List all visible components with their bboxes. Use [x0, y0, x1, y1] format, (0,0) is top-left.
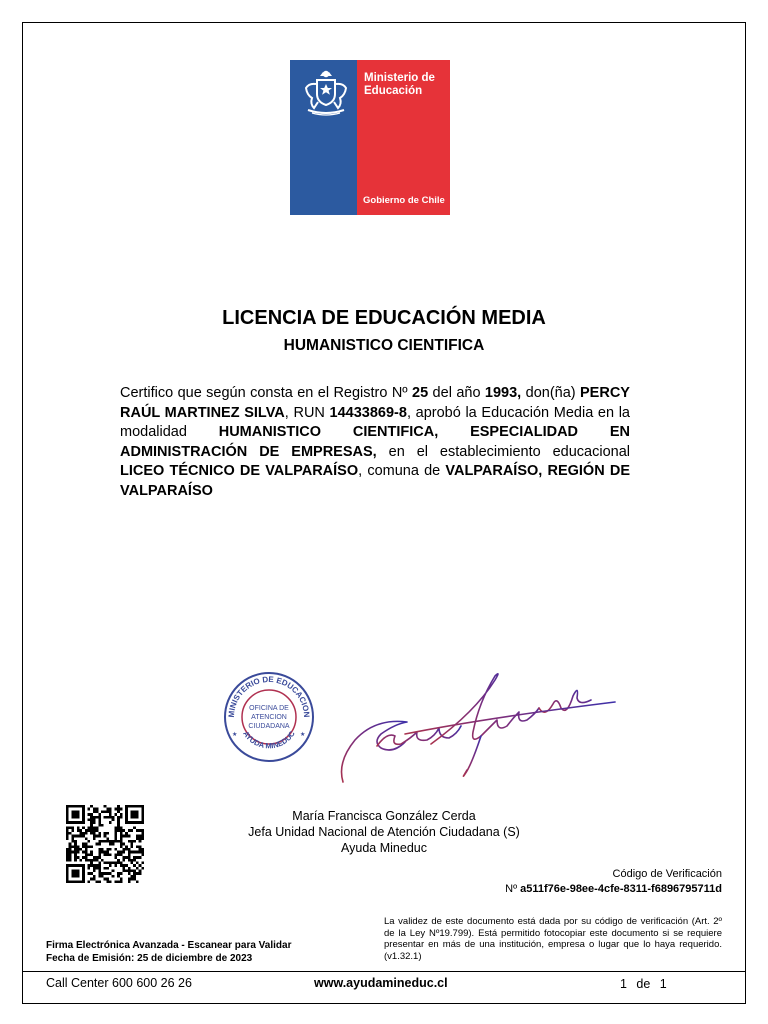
ministry-line-1: Ministerio de	[364, 72, 435, 84]
logo-blue-panel	[290, 60, 357, 215]
body-text-1: Certifico que según consta en el Registro Nº	[120, 385, 413, 401]
ministry-line-2: Educación	[364, 85, 423, 97]
student-run: 14433869-8	[329, 404, 407, 421]
seal-inner-line-2: ATENCION	[251, 714, 287, 721]
modality: HUMANISTICO CIENTIFICA, ESPECIALIDAD EN ADMINISTRACIÓN DE EMPRESAS,	[120, 424, 630, 460]
government-label: Gobierno de Chile	[363, 195, 445, 206]
validity-note: La validez de este documento está dada por su código de verificación (Art. 2º de la Ley Nº19.799). Está permitido fotocopiar este documento si se requiere presentar en más de una institución, empresa o lugar que lo haya requerido. (v1.32.1)	[384, 916, 722, 962]
seal-inner-line-3: CIUDADANA	[248, 723, 290, 730]
verification-code: a511f76e-98ee-4cfe-8311-f6896795711d	[520, 883, 722, 895]
registro-year: 1993,	[484, 385, 522, 401]
logo-red-panel	[357, 60, 450, 215]
call-center: Call Center 600 600 26 26	[46, 976, 192, 990]
page-number: 1 de 1	[620, 977, 667, 991]
signer-role: Jefa Unidad Nacional de Atención Ciudadana (S)	[248, 825, 520, 839]
signer-name: María Francisca González Cerda	[292, 809, 476, 823]
body-text-4: , RUN	[284, 404, 330, 421]
seal-outer-top-text: MINISTERIO DE EDUCACION	[226, 674, 312, 718]
ministry-name	[364, 72, 435, 98]
electronic-signature-label: Firma Electrónica Avanzada - Escanear para Validar	[46, 940, 292, 951]
seal-inner-line-1: OFICINA DE	[249, 705, 289, 712]
seal-star-right-icon: ★	[300, 732, 306, 738]
seal-outer-bottom-text: AYUDA MINEDUC	[241, 729, 297, 751]
verification-prefix: Nº	[505, 883, 521, 895]
commune: VALPARAÍSO, REGIÓN DE VALPARAÍSO	[120, 463, 630, 499]
registro-number: 25	[412, 385, 429, 401]
body-text-2: del año	[428, 385, 485, 401]
coat-of-arms-icon	[300, 66, 352, 118]
student-name: PERCY RAÚL MARTINEZ SILVA	[120, 385, 630, 421]
electronic-signature-info	[46, 939, 291, 965]
verification-label: Código de Verificación	[612, 868, 722, 880]
office-seal-stamp	[222, 670, 316, 764]
signer-unit: Ayuda Mineduc	[341, 841, 427, 855]
ministry-logo	[290, 60, 450, 215]
body-text-6: en el establecimiento educacional	[376, 443, 630, 460]
school-name: LICEO TÉCNICO DE VALPARAÍSO	[120, 463, 359, 479]
body-text-5: , aprobó la Educación Media en la modalidad	[120, 404, 630, 440]
seal-star-left-icon: ★	[232, 732, 238, 738]
footer-divider	[22, 971, 746, 972]
certificate-body	[120, 384, 630, 501]
handwritten-signature	[335, 662, 620, 792]
verification-code-line	[505, 883, 722, 895]
website-link[interactable]: www.ayudamineduc.cl	[314, 976, 448, 990]
body-text-3: don(ña)	[521, 385, 581, 401]
issue-date: Fecha de Emisión: 25 de diciembre de 2023	[46, 953, 253, 964]
document-title: LICENCIA DE EDUCACIÓN MEDIA	[222, 307, 546, 329]
body-text-7: , comuna de	[358, 463, 446, 479]
document-subtitle: HUMANISTICO CIENTIFICA	[283, 337, 485, 354]
svg-text:AYUDA MINEDUC	[241, 729, 297, 751]
